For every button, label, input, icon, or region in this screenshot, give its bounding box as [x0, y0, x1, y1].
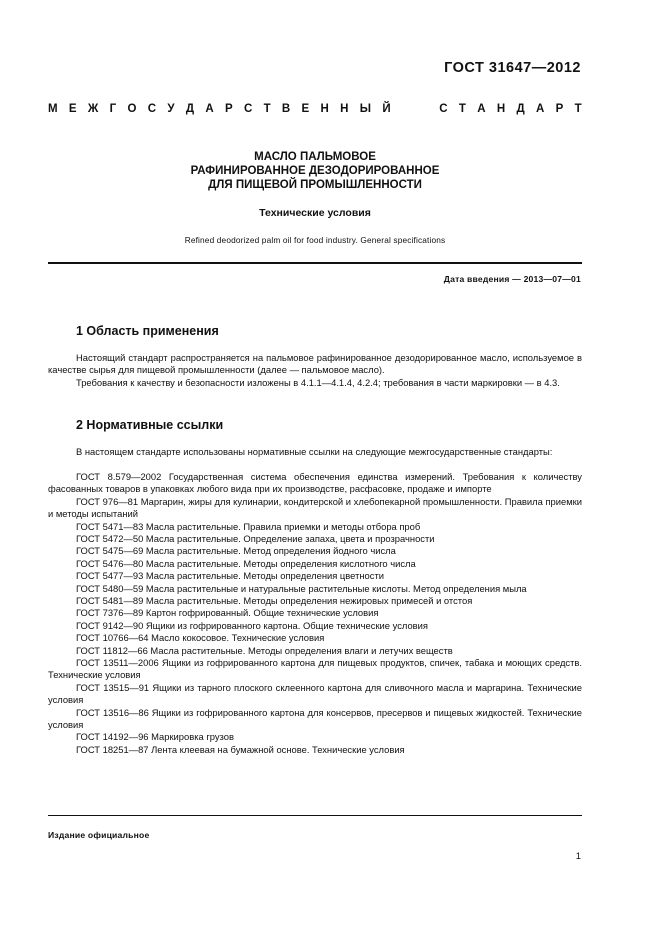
document-number: ГОСТ 31647—2012	[444, 60, 581, 76]
reference-item	[48, 645, 582, 657]
reference-text: ГОСТ 5481—89 Масла растительные. Методы определения нежировых примесей и отстоя	[76, 595, 473, 606]
reference-text: ГОСТ 13511—2006 Ящики из гофрированного картона для пищевых продуктов, спичек, табака и моющих средств. Технические условия	[48, 657, 582, 681]
reference-text: ГОСТ 5476—80 Масла растительные. Методы определения кислотного числа	[76, 557, 416, 569]
reference-item	[48, 533, 582, 545]
reference-text: ГОСТ 5477—93 Масла растительные. Методы определения цветности	[76, 570, 384, 582]
reference-text: ГОСТ 7376—89 Картон гофрированный. Общие технические условия	[76, 607, 379, 619]
reference-item	[48, 570, 582, 582]
reference-item	[48, 632, 582, 644]
reference-text: ГОСТ 11812—66 Масла растительные. Методы определения влаги и летучих веществ	[76, 644, 453, 656]
reference-item	[48, 657, 582, 682]
reference-text: ГОСТ 5480—59 Масла растительные и натуральные растительные кислоты. Метод определения мыла	[76, 582, 527, 594]
section-1-paragraph-2	[48, 377, 582, 389]
banner-letter: С	[439, 103, 448, 115]
banner-letter: Й	[382, 103, 391, 115]
title-line-3: ДЛЯ ПИЩЕВОЙ ПРОМЫШЛЕННОСТИ	[208, 179, 422, 191]
page-number: 1	[575, 851, 581, 862]
banner-letter: А	[477, 103, 486, 115]
reference-item	[48, 471, 582, 496]
official-edition-label: Издание официальное	[48, 830, 150, 840]
banner-letter: Н	[340, 103, 349, 115]
reference-text: ГОСТ 10766—64 Масло кокосовое. Технические условия	[76, 632, 325, 644]
reference-item	[48, 707, 582, 732]
section-2-intro-text: В настоящем стандарте использованы нормативные ссылки на следующие межгосударственные стандарты:	[76, 446, 553, 457]
reference-text: ГОСТ 14192—96 Маркировка грузов	[76, 731, 234, 743]
section-1-paragraph-1	[48, 352, 582, 377]
reference-item	[48, 583, 582, 595]
banner-letter: Ы	[359, 103, 372, 115]
title-line-2: РАФИНИРОВАННОЕ ДЕЗОДОРИРОВАННОЕ	[190, 165, 440, 177]
reference-text: ГОСТ 5471—83 Масла растительные. Правила приемки и методы отбора проб	[76, 520, 421, 532]
reference-text: ГОСТ 13515—91 Ящики из тарного плоского склеенного картона для сливочного масла и маргарина. Технические условия	[48, 681, 582, 706]
reference-text: ГОСТ 13516—86 Ящики из гофрированного картона для консервов, пресервов и пищевых жидкостей. Технические условия	[48, 706, 582, 730]
title-subtitle: Технические условия	[259, 207, 371, 219]
interstate-standard-banner	[48, 103, 582, 115]
banner-letter: С	[243, 103, 253, 115]
banner-letter: Ж	[87, 103, 99, 115]
reference-text: ГОСТ 5475—69 Масла растительные. Метод определения йодного числа	[76, 545, 396, 557]
banner-letter: Н	[496, 103, 506, 115]
reference-item	[48, 731, 582, 743]
date-of-introduction: Дата введения — 2013—07—01	[443, 274, 581, 284]
header-divider	[48, 262, 582, 264]
title-english: Refined deodorized palm oil for food industry. General specifications	[184, 235, 446, 245]
section-2-heading: 2 Нормативные ссылки	[76, 418, 224, 432]
banner-letter: Д	[185, 103, 195, 115]
banner-letter: Р	[555, 103, 564, 115]
banner-letter: Т	[263, 103, 271, 115]
reference-item	[48, 620, 582, 632]
reference-item	[48, 744, 582, 756]
section-1-paragraph-2-text: Требования к качеству и безопасности изложены в 4.1.1—4.1.4, 4.2.4; требования в части маркировки — в 4.3.	[76, 377, 560, 388]
banner-letter: М	[48, 103, 58, 115]
reference-text: ГОСТ 8.579—2002 Государственная система обеспечения единства измерений. Требования к количеству фасованных товаров в упаковках любого вида при их производстве, расфасовке, продаже и импорте	[48, 471, 582, 495]
banner-letter: С	[147, 103, 157, 115]
banner-letter: Г	[109, 103, 117, 115]
reference-item	[48, 607, 582, 619]
reference-item	[48, 595, 582, 607]
reference-text: ГОСТ 18251—87 Лента клеевая на бумажной основе. Технические условия	[76, 743, 405, 755]
banner-letter: А	[205, 103, 214, 115]
reference-text: ГОСТ 976—81 Маргарин, жиры для кулинарии, кондитерской и хлебопекарной промышленности. Правила приемки и методы испытаний	[48, 495, 582, 520]
banner-letter: У	[167, 103, 175, 115]
reference-item	[48, 521, 582, 533]
banner-letter: А	[535, 103, 545, 115]
banner-letter: Е	[68, 103, 77, 115]
banner-letter: Н	[320, 103, 329, 115]
banner-gap	[402, 103, 428, 115]
reference-text: ГОСТ 9142—90 Ящики из гофрированного картона. Общие технические условия	[76, 619, 428, 631]
reference-text: ГОСТ 5472—50 Масла растительные. Определение запаха, цвета и прозрачности	[76, 533, 435, 544]
reference-item	[48, 558, 582, 570]
section-1-paragraph-1-text: Настоящий стандарт распространяется на пальмовое рафинированное дезодорированное масло, используемое в качестве сырья для пищевой промышленности (далее — пальмовое масло).	[48, 352, 582, 376]
section-1-heading: 1 Область применения	[76, 324, 219, 338]
banner-letter: Т	[458, 103, 466, 115]
banner-letter: В	[281, 103, 291, 115]
banner-letter: О	[127, 103, 137, 115]
reference-item	[48, 496, 582, 521]
reference-item	[48, 682, 582, 707]
banner-letter: Р	[224, 103, 233, 115]
banner-letter: Е	[301, 103, 310, 115]
footer-divider	[48, 815, 582, 816]
banner-letter: Д	[516, 103, 525, 115]
banner-letter: Т	[574, 103, 582, 115]
section-2-intro	[48, 446, 582, 458]
title-line-1: МАСЛО ПАЛЬМОВОЕ	[254, 151, 376, 163]
reference-item	[48, 545, 582, 557]
